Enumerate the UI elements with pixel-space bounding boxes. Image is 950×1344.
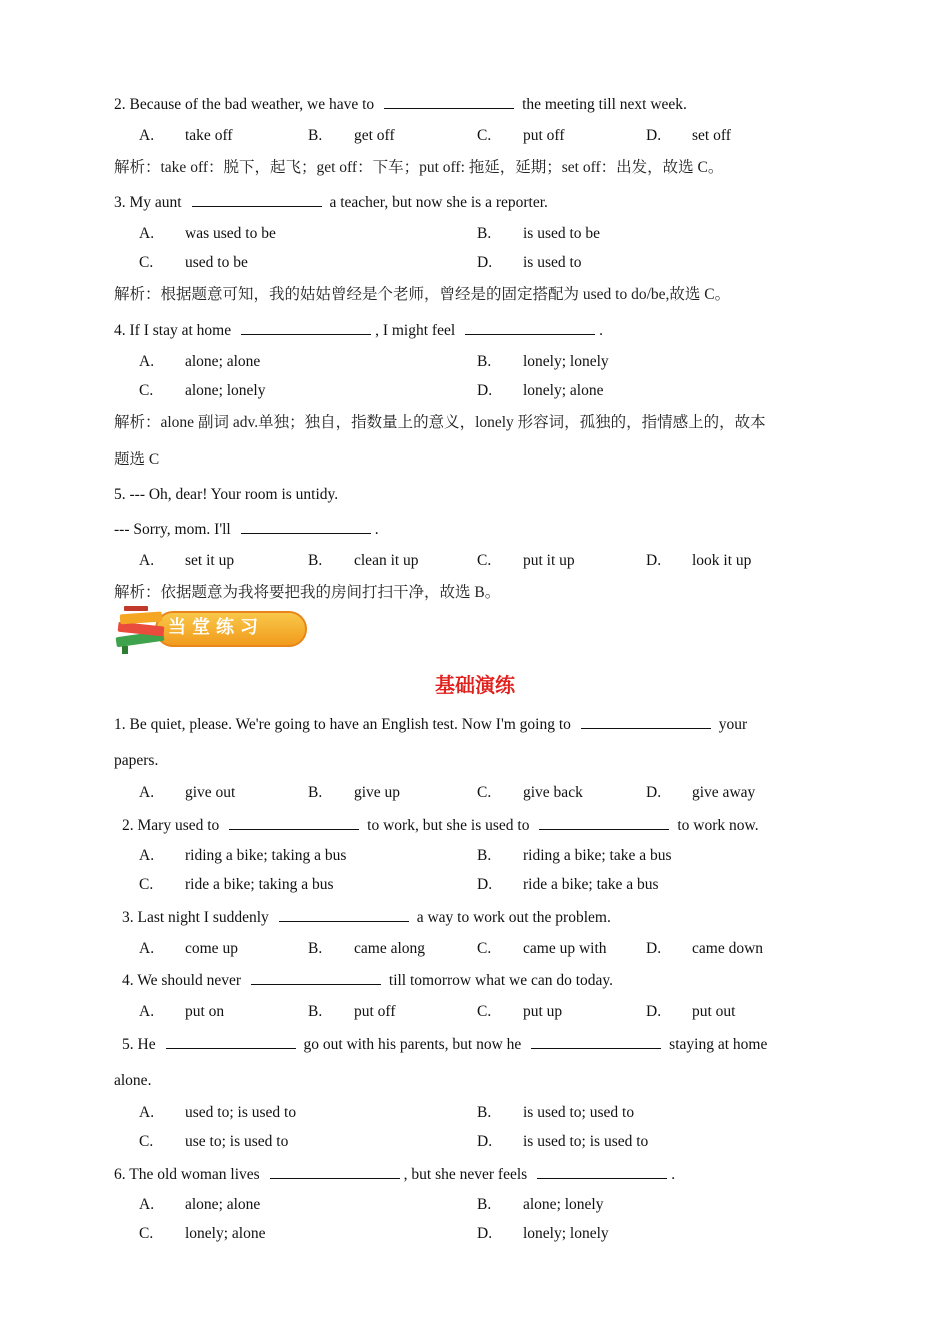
option-d: give away xyxy=(692,784,756,801)
option-b: clean it up xyxy=(354,552,419,569)
review-q5-reply: --- Sorry, mom. I'll . xyxy=(114,521,379,538)
answer-blank xyxy=(581,714,711,729)
option-letter: B. xyxy=(308,940,323,957)
option-c: put up xyxy=(523,1003,563,1020)
option-a: riding a bike; taking a bus xyxy=(185,847,347,864)
section-q4-stem: 4. We should never till tomorrow what we can do today. xyxy=(122,972,614,989)
section-q6-stem: 6. The old woman lives , but she never feels . xyxy=(114,1166,676,1183)
option-letter: C. xyxy=(139,382,154,399)
option-a: alone; alone xyxy=(185,353,261,370)
books-icon xyxy=(116,606,165,654)
section-q5-options-row2 xyxy=(0,1132,950,1152)
review-q4-stem: 4. If I stay at home , I might feel . xyxy=(114,322,604,339)
option-c: alone; lonely xyxy=(185,382,266,399)
option-c: ride a bike; taking a bus xyxy=(185,876,334,893)
option-a: give out xyxy=(185,784,236,801)
section-q3-options xyxy=(0,939,950,959)
answer-blank xyxy=(270,1164,400,1179)
review-q4-options-row1 xyxy=(0,352,950,372)
option-b: is used to; used to xyxy=(523,1104,635,1121)
option-letter: C. xyxy=(139,254,154,271)
option-letter: A. xyxy=(139,784,155,801)
section-q2-stem: 2. Mary used to to work, but she is used to to work now. xyxy=(122,817,759,834)
banner-title: 当堂练习 xyxy=(168,617,264,638)
section-q1-options xyxy=(0,783,950,803)
option-letter: B. xyxy=(477,1196,492,1213)
option-b: alone; lonely xyxy=(523,1196,604,1213)
option-c: came up with xyxy=(523,940,607,957)
section-q6-options-row1 xyxy=(0,1195,950,1215)
answer-blank xyxy=(241,320,371,335)
review-q3-options-row2 xyxy=(0,253,950,273)
option-letter: C. xyxy=(139,1225,154,1242)
section-q6-options-row2 xyxy=(0,1224,950,1244)
option-a: come up xyxy=(185,940,238,957)
review-q3-options-row1 xyxy=(0,224,950,244)
question-number: 4. xyxy=(114,322,126,339)
option-letter: C. xyxy=(477,1003,492,1020)
option-b: came along xyxy=(354,940,426,957)
review-q5-stem: 5. --- Oh, dear! Your room is untidy. xyxy=(114,486,339,503)
answer-blank xyxy=(279,907,409,922)
answer-blank xyxy=(251,970,381,985)
section-q5-options-row1 xyxy=(0,1103,950,1123)
option-letter: A. xyxy=(139,127,155,144)
option-c: lonely; alone xyxy=(185,1225,266,1242)
option-letter: B. xyxy=(477,353,492,370)
option-letter: A. xyxy=(139,225,155,242)
option-a: set it up xyxy=(185,552,235,569)
option-letter: B. xyxy=(477,1104,492,1121)
option-letter: B. xyxy=(308,784,323,801)
option-b: lonely; lonely xyxy=(523,353,609,370)
option-letter: D. xyxy=(646,1003,662,1020)
option-b: riding a bike; take a bus xyxy=(523,847,672,864)
option-a: put on xyxy=(185,1003,225,1020)
review-q5-analysis: 解析：依据题意为我将要把我的房间打扫干净，故选 B。 xyxy=(114,584,501,601)
section-q5-continuation: alone. xyxy=(114,1072,152,1089)
option-b: get off xyxy=(354,127,395,144)
option-a: used to; is used to xyxy=(185,1104,297,1121)
option-letter: A. xyxy=(139,1104,155,1121)
section-q1-continuation: papers. xyxy=(114,752,159,769)
review-q4-analysis-line1: 解析：alone 副词 adv.单独；独自，指数量上的意义，lonely 形容词，孤独的，指情感上的，故本 xyxy=(114,414,766,431)
option-letter: B. xyxy=(308,127,323,144)
section-q4-options xyxy=(0,1002,950,1022)
question-number: 5. xyxy=(114,486,126,503)
option-letter: A. xyxy=(139,353,155,370)
option-d: came down xyxy=(692,940,764,957)
option-a: was used to be xyxy=(185,225,276,242)
answer-blank xyxy=(539,815,669,830)
option-d: lonely; lonely xyxy=(523,1225,609,1242)
option-letter: A. xyxy=(139,847,155,864)
option-c: use to; is used to xyxy=(185,1133,289,1150)
option-letter: B. xyxy=(477,225,492,242)
option-letter: D. xyxy=(646,552,662,569)
option-b: is used to be xyxy=(523,225,601,242)
question-number: 2. xyxy=(114,96,126,113)
option-letter: D. xyxy=(477,1133,493,1150)
option-letter: C. xyxy=(477,552,492,569)
option-letter: B. xyxy=(308,552,323,569)
review-q4-analysis-line2: 题选 C xyxy=(114,451,160,468)
review-q3-stem: 3. My aunt a teacher, but now she is a reporter. xyxy=(114,194,548,211)
question-number: 4. xyxy=(122,972,134,989)
option-letter: D. xyxy=(477,876,493,893)
option-letter: D. xyxy=(477,1225,493,1242)
question-number: 1. xyxy=(114,716,126,733)
question-number: 3. xyxy=(114,194,126,211)
option-b: give up xyxy=(354,784,401,801)
section-q5-stem: 5. He go out with his parents, but now he staying at home xyxy=(122,1036,768,1053)
answer-blank xyxy=(229,815,359,830)
option-letter: C. xyxy=(477,127,492,144)
question-number: 5. xyxy=(122,1036,134,1053)
review-q4-options-row2 xyxy=(0,381,950,401)
option-c: used to be xyxy=(185,254,248,271)
option-d: put out xyxy=(692,1003,736,1020)
answer-blank xyxy=(241,519,371,534)
review-q5-options xyxy=(0,551,950,571)
option-letter: C. xyxy=(139,876,154,893)
section-q3-stem: 3. Last night I suddenly a way to work out the problem. xyxy=(122,909,611,926)
option-letter: A. xyxy=(139,1196,155,1213)
question-number: 6. xyxy=(114,1166,126,1183)
review-q2-stem: 2. Because of the bad weather, we have to the meeting till next week. xyxy=(114,96,687,113)
option-d: look it up xyxy=(692,552,752,569)
section-q1-stem: 1. Be quiet, please. We're going to have an English test. Now I'm going to your xyxy=(114,716,748,733)
option-letter: C. xyxy=(477,940,492,957)
section-q2-options-row2 xyxy=(0,875,950,895)
review-q2-options xyxy=(0,126,950,146)
option-letter: A. xyxy=(139,552,155,569)
section-q2-options-row1 xyxy=(0,846,950,866)
option-b: put off xyxy=(354,1003,396,1020)
option-letter: D. xyxy=(646,127,662,144)
question-number: 3. xyxy=(122,909,134,926)
option-d: lonely; alone xyxy=(523,382,604,399)
answer-blank xyxy=(537,1164,667,1179)
option-letter: D. xyxy=(477,254,493,271)
answer-blank xyxy=(465,320,595,335)
option-letter: D. xyxy=(646,940,662,957)
answer-blank xyxy=(166,1034,296,1049)
option-d: is used to xyxy=(523,254,582,271)
option-a: take off xyxy=(185,127,233,144)
answer-blank xyxy=(531,1034,661,1049)
option-d: is used to; is used to xyxy=(523,1133,649,1150)
option-letter: A. xyxy=(139,1003,155,1020)
option-letter: B. xyxy=(308,1003,323,1020)
option-d: set off xyxy=(692,127,731,144)
review-q2-analysis: 解析：take off：脱下，起飞；get off：下车；put off: 拖延，延期；set off：出发，故选 C。 xyxy=(114,159,724,176)
option-a: alone; alone xyxy=(185,1196,261,1213)
option-c: give back xyxy=(523,784,583,801)
option-letter: D. xyxy=(646,784,662,801)
answer-blank xyxy=(192,192,322,207)
answer-blank xyxy=(384,94,514,109)
option-letter: B. xyxy=(477,847,492,864)
section-title: 基础演练 xyxy=(435,673,515,697)
option-c: put it up xyxy=(523,552,575,569)
option-letter: C. xyxy=(477,784,492,801)
option-letter: D. xyxy=(477,382,493,399)
option-letter: C. xyxy=(139,1133,154,1150)
option-c: put off xyxy=(523,127,565,144)
option-letter: A. xyxy=(139,940,155,957)
question-number: 2. xyxy=(122,817,134,834)
option-d: ride a bike; take a bus xyxy=(523,876,659,893)
review-q3-analysis: 解析：根据题意可知，我的姑姑曾经是个老师，曾经是的固定搭配为 used to do/be,故选 C。 xyxy=(114,286,731,303)
